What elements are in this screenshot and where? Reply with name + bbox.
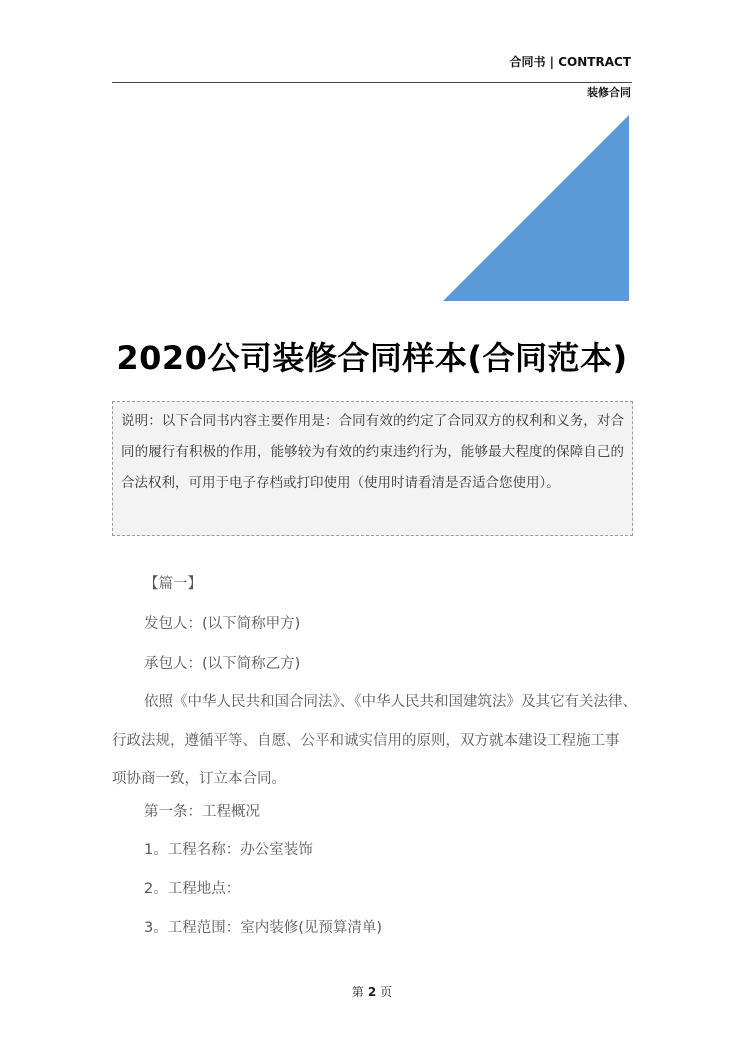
page-footer bbox=[0, 983, 744, 1000]
party-a-line: 发包人：(以下简称甲方) bbox=[144, 616, 301, 632]
section-heading: 【篇一】 bbox=[144, 576, 202, 592]
item-3-line: 3。工程范围：室内装修(见预算清单) bbox=[144, 920, 383, 936]
intro-line-3: 项协商一致，订立本合同。 bbox=[112, 771, 286, 787]
note-box: 说明：以下合同书内容主要作用是：合同有效的约定了合同双方的权利和义务，对合同的履行有积极的作用，能够较为有效的约束违约行为，能够最大程度的保障自己的合法权利，可用于电子存档或打印使用（使用时请看清是否适合您使用）。 bbox=[112, 401, 633, 536]
intro-line-1: 依照《中华人民共和国合同法》、《中华人民共和国建筑法》及其它有关法律、 bbox=[144, 694, 637, 710]
header-subtitle: 装修合同 bbox=[587, 86, 631, 99]
intro-line-2: 行政法规，遵循平等、自愿、公平和诚实信用的原则，双方就本建设工程施工事 bbox=[112, 733, 620, 749]
header-label: 合同书 | CONTRACT bbox=[509, 55, 631, 69]
item-1-line: 1。工程名称：办公室装饰 bbox=[144, 842, 313, 858]
page-prefix: 第 bbox=[351, 985, 364, 999]
document-title: 2020公司装修合同样本(合同范本) bbox=[116, 339, 628, 377]
page-number: 2 bbox=[367, 985, 377, 999]
item-2-line: 2。工程地点： bbox=[144, 881, 241, 897]
article-1-heading: 第一条：工程概况 bbox=[144, 804, 260, 820]
page-suffix: 页 bbox=[380, 985, 393, 999]
party-b-line: 承包人：(以下简称乙方) bbox=[144, 656, 301, 672]
decorative-triangle bbox=[443, 115, 629, 301]
header-divider bbox=[112, 82, 632, 83]
